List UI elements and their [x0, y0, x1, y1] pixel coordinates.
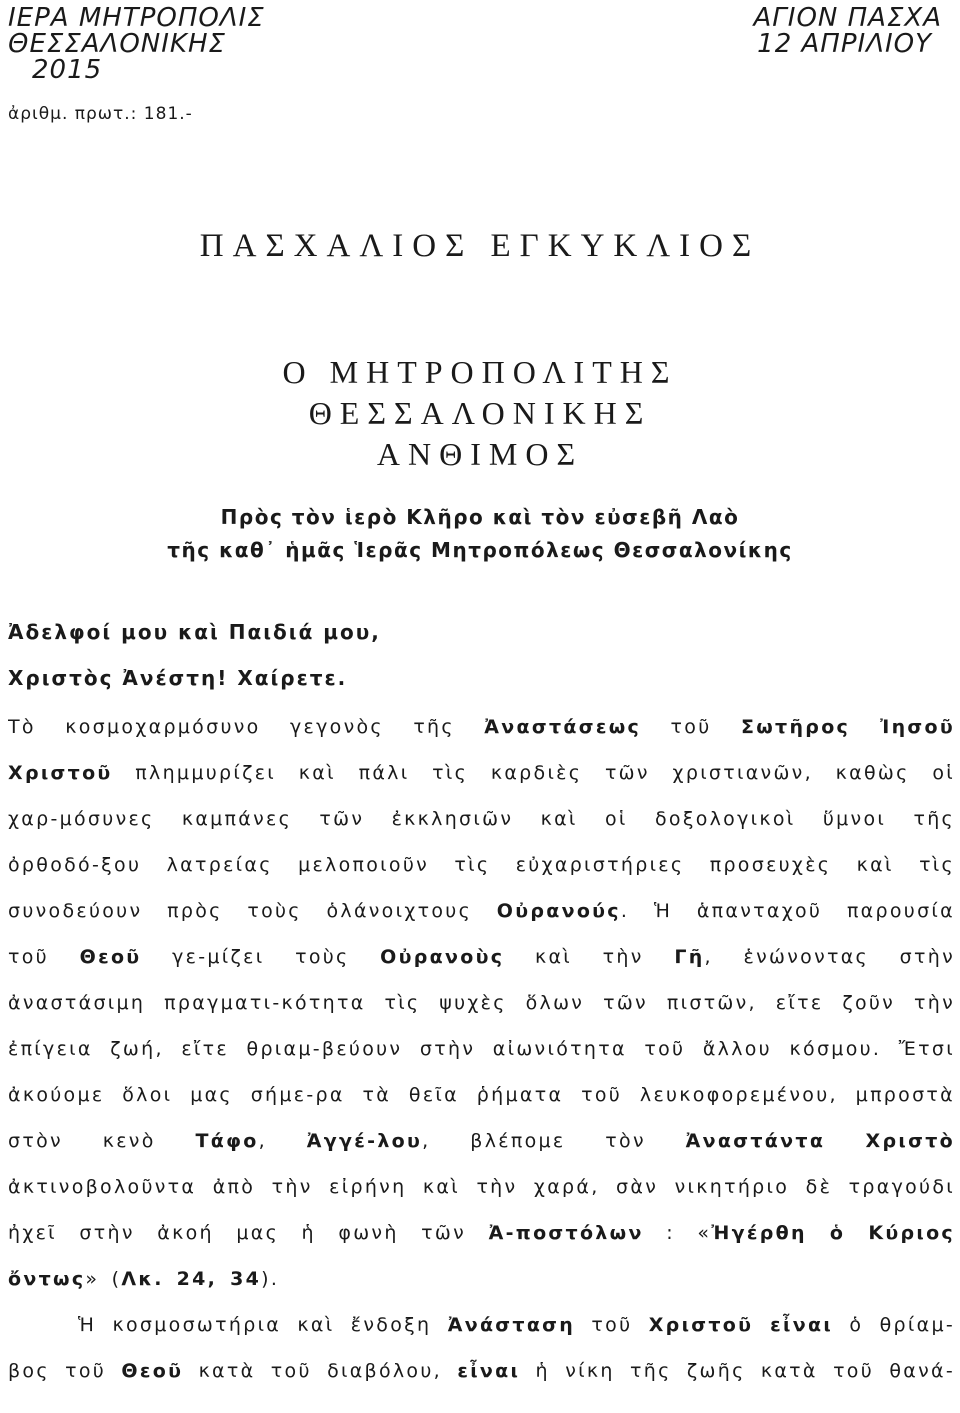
- emphasis-text: Θεοῦ: [79, 946, 142, 968]
- body-line: [8, 988, 955, 1034]
- body-line: [8, 758, 955, 804]
- body-text: χαρ-μόσυνες καμπάνες τῶν ἐκκλησιῶν καὶ οἱ δοξολογικοὶ ὕμνοι τῆς: [8, 808, 955, 830]
- protocol-number: ἀριθμ. πρωτ.: 181.-: [8, 104, 193, 124]
- year: 2015: [32, 55, 103, 85]
- emphasis-text: Ἠγέρθη ὁ Κύριος: [711, 1222, 955, 1244]
- body-text: , βλέπομε τὸν: [422, 1130, 686, 1152]
- body-line: [8, 1034, 955, 1080]
- salutation-line1: Ἀδελφοί μου καὶ Παιδιά μου,: [8, 620, 381, 644]
- body-text: βος τοῦ: [8, 1360, 122, 1382]
- emphasis-text: Ἀναστάσεως: [484, 716, 642, 738]
- body-line: [8, 1310, 955, 1356]
- body-line: [8, 1356, 955, 1402]
- body-line: [8, 1126, 955, 1172]
- addressee-line1: Πρὸς τὸν ἱερὸ Κλῆρο καὶ τὸν εὐσεβῆ Λαὸ: [220, 505, 740, 529]
- body-line: [8, 850, 955, 896]
- body-text: ).: [261, 1268, 280, 1290]
- metropolis-name-line2: ΘΕΣΣΑΛΟΝΙΚΗΣ: [8, 29, 226, 59]
- addressee-line2: τῆς καθ᾽ ἡμᾶς Ἱερᾶς Μητροπόλεως Θεσσαλονίκης: [167, 538, 793, 562]
- body-text: στὸν κενὸ: [8, 1130, 196, 1152]
- salutation-line2: Χριστὸς Ἀνέστη! Χαίρετε.: [8, 666, 348, 690]
- emphasis-text: Οὐρανοὺς: [380, 946, 505, 968]
- emphasis-text: Θεοῦ: [121, 1360, 184, 1382]
- feast-date: 12 ΑΠΡΙΛΙΟΥ: [757, 29, 932, 59]
- author-line2: ΘΕΣΣΑΛΟΝΙΚΗΣ: [308, 395, 652, 431]
- body-text: ἠχεῖ στὴν ἀκοή μας ἡ φωνὴ τῶν: [8, 1222, 489, 1244]
- body-text: . Ἡ ἁπανταχοῦ παρουσία: [620, 900, 955, 922]
- body-line: [8, 1264, 955, 1310]
- metropolis-name-line1: ΙΕΡΑ ΜΗΤΡΟΠΟΛΙΣ: [8, 3, 265, 33]
- emphasis-text: Ἀ-ποστόλων: [488, 1222, 644, 1244]
- body-text: τοῦ: [641, 716, 741, 738]
- body-text: γε-μίζει τοὺς: [141, 946, 381, 968]
- body-text: κατὰ τοῦ διαβόλου,: [183, 1360, 458, 1382]
- body-text: συνοδεύουν πρὸς τοὺς ὁλάνοιχτους: [8, 900, 497, 922]
- body-line: [8, 942, 955, 988]
- emphasis-text: Γῆ: [674, 946, 705, 968]
- body-text: ἐπίγεια ζωή, εἴτε θριαμ-βεύουν στὴν αἰωνιότητα τοῦ ἄλλου κόσμου. Ἔτσι: [8, 1038, 955, 1060]
- emphasis-text: ὄντως: [8, 1268, 86, 1290]
- body-line: [8, 804, 955, 850]
- body-line: [8, 712, 955, 758]
- emphasis-text: Τάφο: [195, 1130, 259, 1152]
- body-text: Τὸ κοσμοχαρμόσυνο γεγονὸς τῆς: [8, 716, 485, 738]
- body-text: ἀκτινοβολοῦντα ἀπὸ τὴν εἰρήνη καὶ τὴν χαρά, σὰν νικητήριο δὲ τραγούδι: [8, 1176, 955, 1198]
- body-text: : «: [643, 1222, 712, 1244]
- body-text: τοῦ: [8, 946, 80, 968]
- body-text: ἀναστάσιμη πραγματι-κότητα τὶς ψυχὲς ὅλων τῶν πιστῶν, εἴτε ζοῦν τὴν: [8, 992, 955, 1014]
- emphasis-text: εἶναι: [457, 1360, 521, 1382]
- emphasis-text: Σωτῆρος Ἰησοῦ: [740, 716, 955, 738]
- emphasis-text: Ἀγγέ-λου: [306, 1130, 423, 1152]
- emphasis-text: Ἀναστάντα Χριστὸ: [685, 1130, 955, 1152]
- emphasis-text: Χριστοῦ εἶναι: [648, 1314, 834, 1336]
- body-text: Ἡ κοσμοσωτήρια καὶ ἔνδοξη: [78, 1314, 448, 1336]
- emphasis-text: Χριστοῦ: [8, 762, 113, 784]
- body-text: καὶ τὴν: [504, 946, 675, 968]
- author-line3: ΑΝΘΙΜΟΣ: [376, 436, 584, 472]
- emphasis-text: Οὐρανούς: [496, 900, 621, 922]
- emphasis-text: Ἀνάσταση: [447, 1314, 576, 1336]
- body-text: πλημμυρίζει καὶ πάλι τὶς καρδιὲς τῶν χριστιανῶν, καθὼς οἱ: [112, 762, 955, 784]
- body-text: ἡ νίκη τῆς ζωῆς κατὰ τοῦ θανά-: [520, 1360, 955, 1382]
- body-text: ὁ θρίαμ-: [833, 1314, 955, 1336]
- body-line: [8, 896, 955, 942]
- feast-name: ΑΓΙΟΝ ΠΑΣΧΑ: [753, 3, 942, 33]
- body-line: [8, 1080, 955, 1126]
- body-text: ἀκούομε ὅλοι μας σήμε-ρα τὰ θεῖα ῥήματα τοῦ λευκοφορεμένου, μπροστὰ: [8, 1084, 955, 1106]
- letter-body: [8, 712, 955, 1402]
- body-line: [8, 1172, 955, 1218]
- emphasis-text: Λκ. 24, 34: [121, 1268, 262, 1290]
- body-text: » (: [85, 1268, 122, 1290]
- body-line: [8, 1218, 955, 1264]
- body-text: ,: [258, 1130, 307, 1152]
- body-text: τοῦ: [575, 1314, 649, 1336]
- body-text: , ἑνώνοντας στὴν: [704, 946, 955, 968]
- body-text: ὀρθοδό-ξου λατρείας μελοποιοῦν τὶς εὐχαριστήριες προσευχὲς καὶ τὶς: [8, 854, 955, 876]
- author-line1: Ο ΜΗΤΡΟΠΟΛΙΤΗΣ: [282, 354, 678, 390]
- document-title: ΠΑΣΧΑΛΙΟΣ ΕΓΚΥΚΛΙΟΣ: [199, 228, 761, 264]
